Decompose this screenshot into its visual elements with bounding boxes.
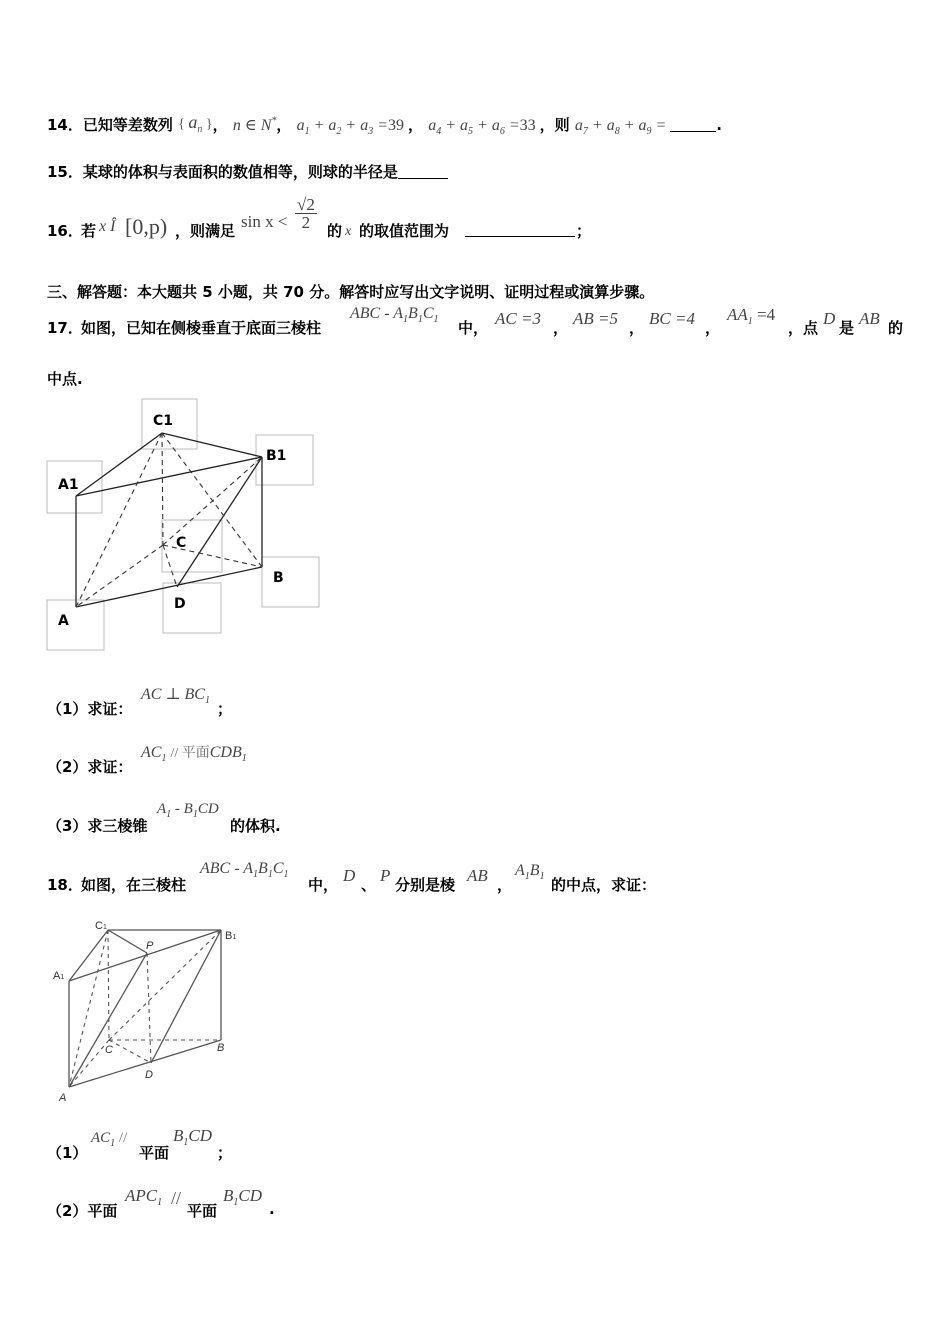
section-3-heading: 三、解答题：本大题共 5 小题，共 70 分。解答时应写出文字说明、证明过程或演算步骤。	[47, 283, 655, 301]
q17-ab: AB =5	[573, 309, 618, 328]
label-a1: A1	[58, 477, 79, 493]
q15-text: 某球的体积与表面积的数值相等，则球的半径是	[82, 163, 398, 181]
q18-prism: ABC - $A_1B_1C_1$	[200, 860, 289, 880]
q18-p2-plane: 平面	[187, 1202, 218, 1220]
q18-p2-expr: $APC_1$	[125, 1186, 163, 1208]
q14-then: ，则	[539, 116, 570, 134]
q18-comma: ，	[497, 876, 513, 894]
q18-d: D	[343, 866, 356, 885]
label-a: A	[58, 613, 69, 629]
q17-ab-seg: AB	[859, 309, 880, 328]
q17-p3-label: （3）求三棱锥	[47, 817, 148, 835]
question-15	[47, 161, 448, 182]
q16-text-2: 的取值范围为	[359, 222, 450, 240]
q18-sep: 、	[361, 876, 377, 894]
label-c: C	[176, 535, 187, 551]
q17-line-2: 中点.	[47, 370, 83, 388]
q14-cond: n ∈ N*	[232, 115, 277, 134]
label-d: D	[174, 596, 186, 612]
q16-of: 的	[327, 222, 343, 240]
q16-answer-blank[interactable]	[465, 220, 575, 237]
q14-comma: ，	[212, 116, 228, 134]
q18-a1b1: $A_1B_1$	[515, 862, 545, 882]
q16-fraction: $\frac{√2}{2}$	[297, 195, 315, 232]
q17-p2-label: （2）求证：	[47, 758, 133, 776]
label-c1: C1	[153, 413, 174, 429]
q16-interval: [0,p)	[125, 214, 168, 239]
q18-p2-parallel: //	[171, 1188, 182, 1208]
q18-figure	[45, 915, 255, 1110]
q18-text-4: 的中点，求证：	[551, 876, 657, 894]
q16-end: ；	[576, 222, 592, 240]
q17-p2-expr: $AC_1$ // 平面$CDB_1$	[141, 744, 247, 764]
q15-answer-blank[interactable]	[398, 178, 448, 179]
label-a1-18: A1	[53, 970, 65, 982]
q18-text: 如图，在三棱柱	[81, 876, 187, 894]
q16-var: x	[345, 224, 352, 239]
q18-p1-label: （1）	[47, 1144, 88, 1162]
label-b-18: B	[217, 1042, 225, 1054]
q17-label-box-b	[262, 557, 319, 607]
q18-p1-expr2: $B_1CD$	[173, 1126, 213, 1148]
dash-pd	[147, 953, 151, 1063]
dash-cd	[163, 545, 177, 587]
q16-text: ，则满足	[175, 222, 236, 240]
label-d-18: D	[145, 1069, 153, 1081]
edge-c1p	[108, 930, 147, 953]
q14-answer-blank[interactable]	[670, 131, 716, 132]
q17-aa1: $AA_1 =4$	[727, 305, 776, 327]
q17-p3-expr: $A_1 - B_1CD$	[157, 801, 219, 820]
q16-sin: sin x <	[241, 212, 288, 231]
q17-p1-expr: AC ⊥ $BC_1$	[141, 686, 210, 706]
q17-text-2: 中，	[458, 319, 489, 337]
q17-figure	[40, 395, 330, 660]
q17-d: D	[823, 309, 836, 328]
q18-p1-end: ；	[217, 1144, 233, 1162]
q17-text: 如图，已知在侧棱垂直于底面三棱柱	[81, 319, 322, 337]
q18-text-3: 分别是棱	[395, 876, 456, 894]
q15-number: 15．	[47, 163, 83, 181]
dash-c1a-18	[69, 930, 108, 1087]
q14-text: 已知等差数列	[82, 116, 173, 134]
q17-text-4: 是	[839, 319, 855, 337]
q14-seq: { $a_n$ }	[178, 112, 213, 135]
q17-label-box-a	[47, 600, 104, 650]
q14-sum2: $a_4 + a_5 + a_6 =33$	[428, 117, 536, 137]
question-14	[47, 112, 722, 137]
edge-c1b1	[162, 433, 262, 457]
q17-ac: AC =3	[495, 309, 541, 328]
dash-cb1-18	[109, 930, 221, 1040]
edge-b1d	[177, 457, 262, 587]
label-p-18: P	[146, 940, 154, 952]
label-c1-18: C1	[95, 920, 107, 932]
q17-text-5: 的	[888, 319, 904, 337]
q18-p2-label: （2）平面	[47, 1202, 118, 1220]
q18-text-2: 中，	[308, 876, 339, 894]
edge-a1b1	[76, 457, 262, 496]
q18-p1-plane: 平面	[139, 1144, 170, 1162]
q17-label-box-d	[163, 583, 221, 633]
q17-comma-2: ，	[629, 319, 645, 337]
label-c-18: C	[105, 1044, 113, 1056]
q14-target: $a_7 + a_8 + a_9$ =	[574, 117, 671, 137]
q18-p2-end: .	[269, 1200, 275, 1218]
dash-c1c-18	[108, 930, 109, 1040]
q17-p1-label: （1）求证：	[47, 700, 133, 718]
q14-sum1: $a_1 + a_2 + a_3 =39$	[296, 117, 404, 137]
q18-p1-expr: $AC_1$ //	[91, 1130, 128, 1149]
q17-comma-3: ，	[705, 319, 721, 337]
q17-prism: ABC - $A_1B_1C_1$	[350, 305, 439, 325]
label-a-18: A	[59, 1092, 67, 1104]
q14-period: .	[716, 116, 722, 134]
q18-p: P	[380, 866, 391, 885]
q18-p2-expr2: $B_1CD$	[223, 1186, 263, 1208]
q16-set: x Î	[99, 218, 116, 235]
q14-number: 14．	[47, 116, 83, 134]
q17-p3-end: 的体积.	[230, 817, 281, 835]
label-b1: B1	[266, 448, 287, 464]
q17-text-3: ，点	[788, 319, 819, 337]
q17-comma-1: ，	[553, 319, 569, 337]
q16-number: 16．	[47, 222, 83, 240]
question-18	[47, 858, 917, 898]
dash-cd-18	[109, 1040, 151, 1063]
q14-comma-2: ，	[276, 116, 292, 134]
q14-comma-3: ，	[408, 116, 424, 134]
question-17	[47, 305, 917, 345]
q17-p1-end: ；	[217, 700, 233, 718]
q17-bc: BC =4	[649, 309, 695, 328]
label-b1-18: B1	[225, 930, 237, 942]
q17-number: 17．	[47, 319, 83, 337]
dash-c1a	[76, 433, 162, 607]
label-b: B	[273, 570, 284, 586]
q18-ab: AB	[467, 866, 488, 885]
q18-number: 18．	[47, 876, 83, 894]
q16-if: 若	[81, 222, 97, 240]
